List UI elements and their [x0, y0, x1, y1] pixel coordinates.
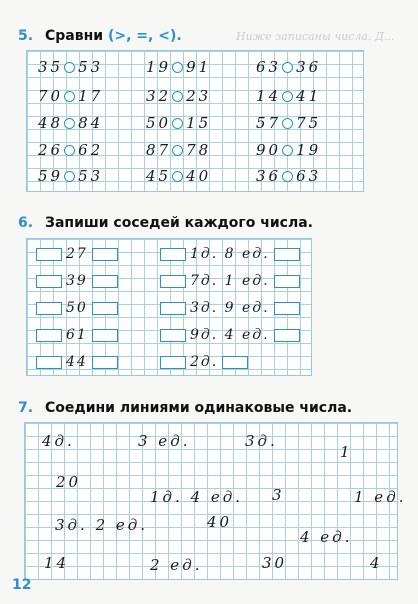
neighbor-box-after[interactable]	[274, 302, 300, 315]
comparison-item[interactable]: 90 19	[256, 141, 322, 159]
compare-circle[interactable]	[172, 145, 183, 156]
neighbor-row: 61	[36, 327, 118, 343]
comparison-item[interactable]: 26 62	[38, 141, 104, 159]
match-item[interactable]: 2 ед.	[150, 556, 203, 574]
match-item[interactable]: 1 ед.	[354, 488, 407, 506]
match-item[interactable]: 4	[370, 554, 383, 572]
comparison-item[interactable]: 87 78	[146, 141, 212, 159]
bleed-through-text: Ниже записаны числа. Д...	[236, 30, 395, 43]
neighbor-row: 3д. 9 ед.	[160, 300, 300, 316]
compare-circle[interactable]	[172, 91, 183, 102]
match-item[interactable]: 4 ед.	[300, 528, 353, 546]
match-item[interactable]: 3 ед.	[138, 432, 191, 450]
match-item[interactable]: 1	[340, 443, 353, 461]
compare-circle[interactable]	[282, 91, 293, 102]
neighbor-box-before[interactable]	[36, 356, 62, 369]
compare-circle[interactable]	[64, 171, 75, 182]
neighbor-box-after[interactable]	[92, 248, 118, 261]
comparison-item[interactable]: 36 63	[256, 167, 322, 185]
comparison-item[interactable]: 45 40	[146, 167, 212, 185]
compare-circle[interactable]	[282, 118, 293, 129]
compare-circle[interactable]	[64, 145, 75, 156]
neighbor-box-before[interactable]	[160, 329, 186, 342]
neighbor-box-before[interactable]	[160, 356, 186, 369]
comparison-item[interactable]: 19 91	[146, 58, 212, 76]
compare-circle[interactable]	[282, 171, 293, 182]
neighbor-box-after[interactable]	[274, 248, 300, 261]
compare-circle[interactable]	[172, 62, 183, 73]
ex7-number: 7.	[18, 400, 34, 416]
match-item[interactable]: 30	[262, 554, 288, 572]
neighbor-row: 39	[36, 273, 118, 289]
page-number: 12	[12, 577, 32, 593]
ex7-title: Соедини линиями одинаковые числа.	[45, 400, 353, 416]
comparison-item[interactable]: 48 84	[38, 114, 104, 132]
compare-circle[interactable]	[172, 171, 183, 182]
compare-circle[interactable]	[64, 91, 75, 102]
neighbor-box-before[interactable]	[160, 248, 186, 261]
ex6-title: Запиши соседей каждого числа.	[45, 215, 313, 231]
neighbor-row: 44	[36, 354, 118, 370]
comparison-item[interactable]: 32 23	[146, 87, 212, 105]
match-item[interactable]: 14	[44, 554, 70, 572]
neighbor-box-after[interactable]	[274, 275, 300, 288]
ex6-number: 6.	[18, 215, 34, 231]
comparison-item[interactable]: 70 17	[38, 87, 104, 105]
match-item[interactable]: 20	[56, 473, 82, 491]
match-item[interactable]: 3	[272, 486, 285, 504]
neighbor-box-before[interactable]	[36, 248, 62, 261]
compare-circle[interactable]	[282, 62, 293, 73]
match-item[interactable]: 3д.	[245, 432, 278, 450]
comparison-item[interactable]: 59 53	[38, 167, 104, 185]
match-item[interactable]: 3д. 2 ед.	[55, 516, 149, 534]
neighbor-box-after[interactable]	[222, 356, 248, 369]
neighbor-box-before[interactable]	[160, 275, 186, 288]
comparison-item[interactable]: 57 75	[256, 114, 322, 132]
neighbor-box-after[interactable]	[92, 302, 118, 315]
neighbor-row: 7д. 1 ед.	[160, 273, 300, 289]
compare-circle[interactable]	[172, 118, 183, 129]
neighbor-row: 2д.	[160, 354, 248, 370]
ex5-title-symbols: (>, =, <).	[107, 28, 182, 44]
comparison-item[interactable]: 35 53	[38, 58, 104, 76]
match-item[interactable]: 4д.	[42, 432, 75, 450]
ex5-number: 5.	[18, 28, 34, 44]
neighbor-row: 9д. 4 ед.	[160, 327, 300, 343]
ex5-title	[45, 28, 182, 44]
match-item[interactable]: 1д. 4 ед.	[150, 488, 244, 506]
neighbor-box-before[interactable]	[36, 329, 62, 342]
neighbor-box-before[interactable]	[160, 302, 186, 315]
neighbor-box-after[interactable]	[274, 329, 300, 342]
neighbor-box-after[interactable]	[92, 275, 118, 288]
neighbor-row: 1д. 8 ед.	[160, 246, 300, 262]
match-item[interactable]: 40	[207, 513, 233, 531]
neighbor-row: 27	[36, 246, 118, 262]
compare-circle[interactable]	[64, 62, 75, 73]
neighbor-box-before[interactable]	[36, 275, 62, 288]
compare-circle[interactable]	[282, 145, 293, 156]
comparison-item[interactable]: 63 36	[256, 58, 322, 76]
compare-circle[interactable]	[64, 118, 75, 129]
neighbor-box-after[interactable]	[92, 329, 118, 342]
comparison-item[interactable]: 14 41	[256, 87, 322, 105]
neighbor-row: 50	[36, 300, 118, 316]
ex5-title-text: Сравни	[45, 28, 108, 44]
neighbor-box-after[interactable]	[92, 356, 118, 369]
comparison-item[interactable]: 50 15	[146, 114, 212, 132]
neighbor-box-before[interactable]	[36, 302, 62, 315]
